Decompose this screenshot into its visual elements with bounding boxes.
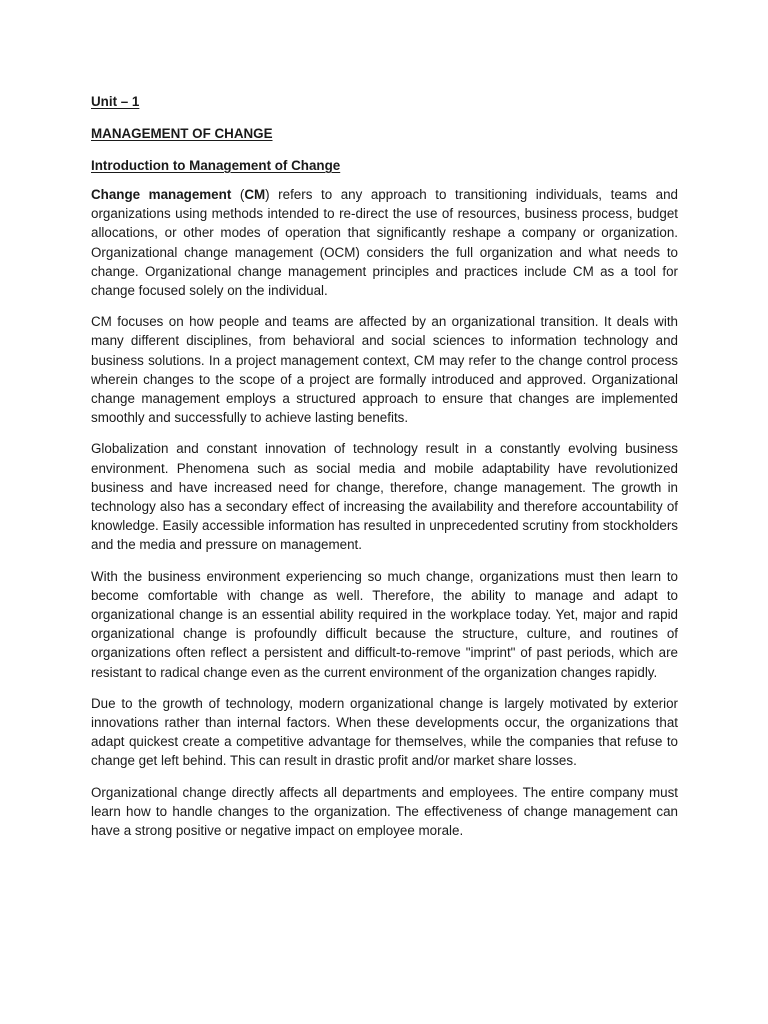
- term-cm: CM: [244, 187, 266, 202]
- term-change-management: Change management: [91, 187, 232, 202]
- paragraph-employee-impact: Organizational change directly affects all departments and employees. The entire company must learn how to handle changes to the organization. The effectiveness of change management can have a strong positive or negative impact on employee morale.: [91, 784, 678, 839]
- unit-heading: Unit – 1: [91, 94, 140, 109]
- paragraph-technology-growth: Due to the growth of technology, modern organizational change is largely motivated by exterior innovations rather than internal factors. When these developments occur, the organizations that adapt quickest create a competitive advantage for themselves, while the companies that refuse to change get left behind. This can result in drastic profit and/or market share losses.: [91, 695, 678, 769]
- definition-text: ) refers to any approach to transitioning individuals, teams and organizations using methods intended to re-direct the use of resources, business process, budget allocations, or other modes of operation that significantly reshape a company or organization. Organizational change management (OCM) considers the full organization and what needs to change. Organizational change management principles and practices include CM as a tool for change focused solely on the individual.: [91, 187, 678, 299]
- paragraph-globalization: Globalization and constant innovation of technology result in a constantly evolving business environment. Phenomena such as social media and mobile adaptability have revolutionized business and have increased need for change, therefore, change management. The growth in technology also has a secondary effect of increasing the availability and therefore accountability of knowledge. Easily accessible information has resulted in unprecedented scrutiny from stockholders and the media and pressure on management.: [91, 441, 678, 553]
- intro-title: Introduction to Management of Change: [91, 158, 341, 173]
- section-title: MANAGEMENT OF CHANGE: [91, 126, 273, 141]
- paragraph-cm-focus: CM focuses on how people and teams are affected by an organizational transition. It deals with many different disciplines, from behavioral and social sciences to information technology and business solutions. In a project management context, CM may refer to the change control process wherein changes to the scope of a project are formally introduced and approved. Organizational change management employs a structured approach to ensure that changes are implemented smoothly and successfully to achieve lasting benefits.: [91, 314, 678, 426]
- paragraph-definition: [91, 185, 678, 300]
- abbr-open: (: [231, 187, 245, 202]
- document-body: [91, 93, 678, 852]
- paragraph-business-environment: With the business environment experiencing so much change, organizations must then learn to become comfortable with change as well. Therefore, the ability to manage and adapt to organizational change is an essential ability required in the workplace today. Yet, major and rapid organizational change is profoundly difficult because the structure, culture, and routines of organizations often reflect a persistent and difficult-to-remove "imprint" of past periods, which are resistant to radical change even as the current environment of the organization changes rapidly.: [91, 568, 678, 680]
